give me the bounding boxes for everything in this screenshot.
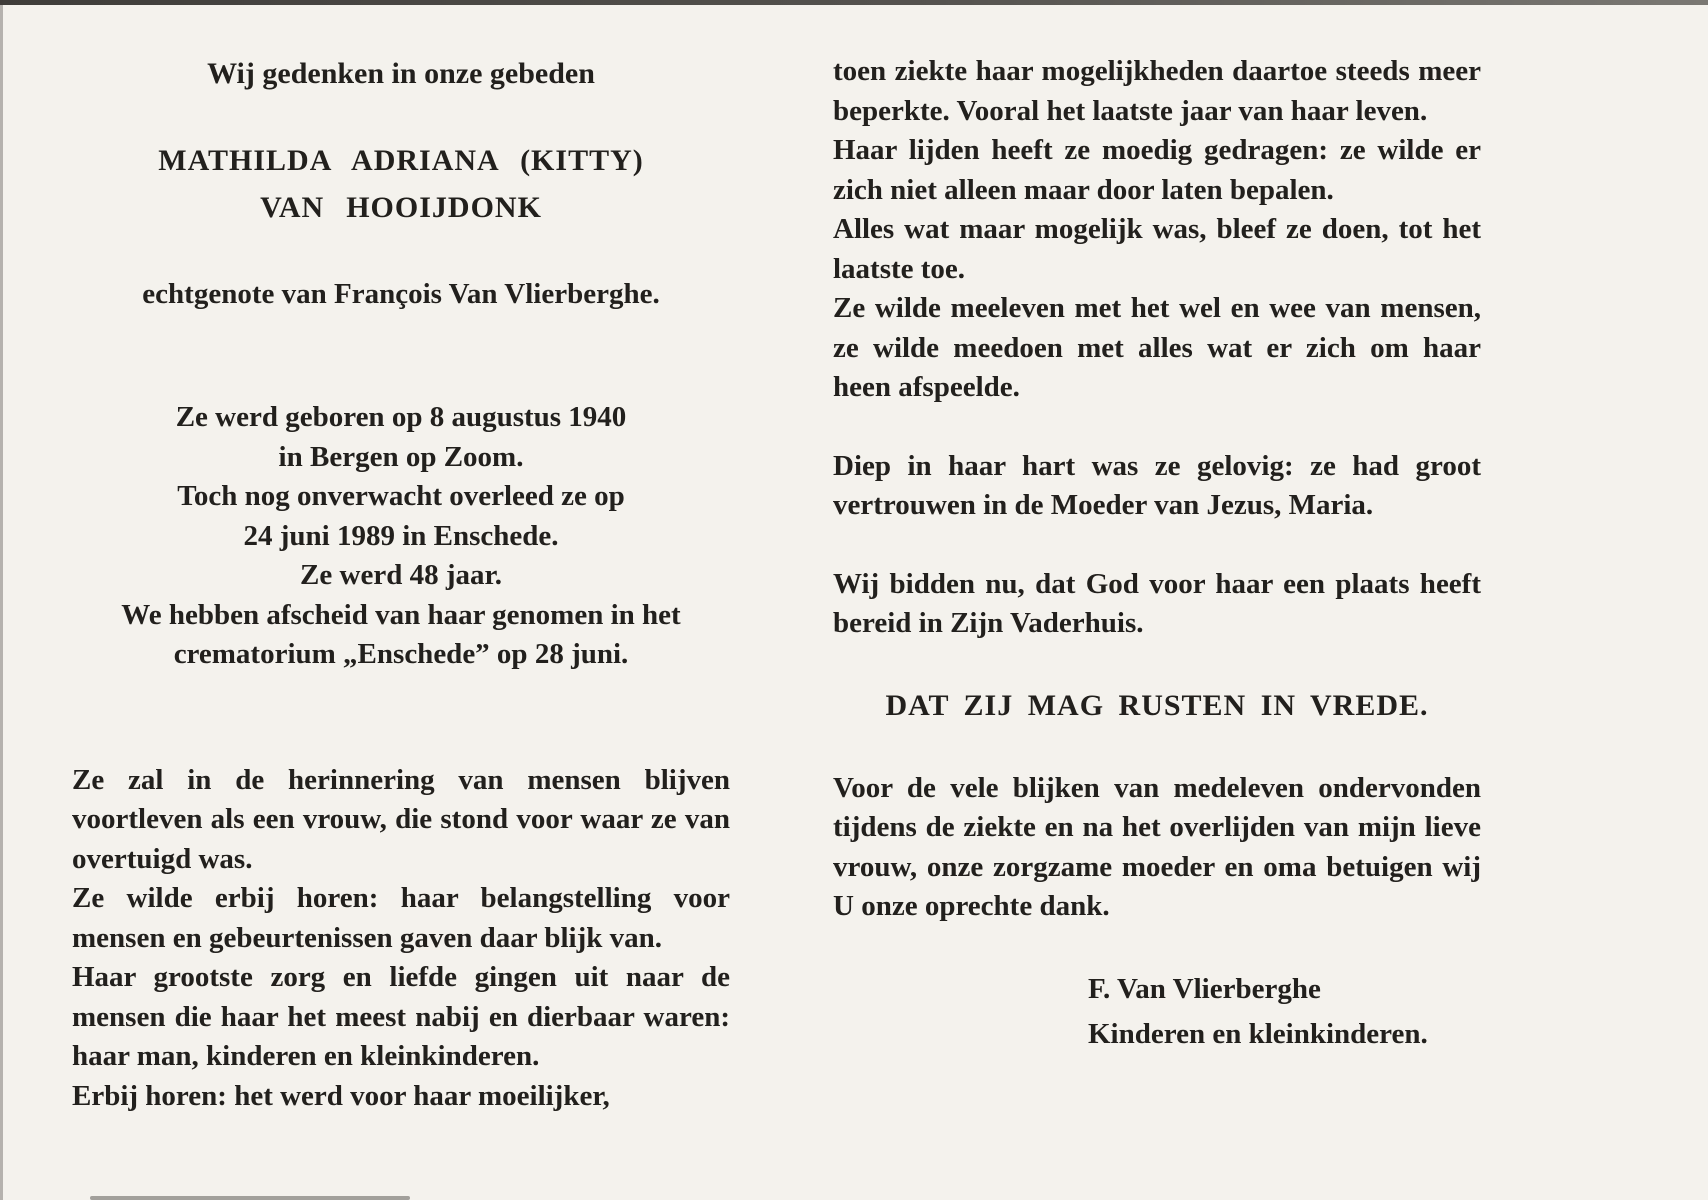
intro-line: Wij gedenken in onze gebeden: [207, 57, 595, 90]
paragraph: Haar grootste zorg en liefde gingen uit naar de mensen die haar het meest nabij en dierbaar waren: haar man, kinderen en kleinkinderen.: [72, 961, 730, 1072]
dates-line: Ze werd 48 jaar.: [300, 559, 502, 591]
spouse-line: echtgenote van François Van Vlierberghe.: [142, 278, 660, 310]
dates-line: 24 juni 1989 in Enschede.: [243, 519, 559, 552]
memorial-text-right: [833, 52, 1481, 408]
paragraph: Erbij horen: het werd voor haar moeilijker,: [72, 1079, 610, 1112]
dates-line: in Bergen op Zoom.: [278, 440, 524, 473]
dates-line: Toch nog onverwacht overleed ze op: [177, 480, 625, 512]
faith-paragraph: Diep in haar hart was ze gelovig: ze had groot vertrouwen in de Moeder van Jezus, Maria.: [833, 449, 1481, 521]
deceased-name-line2: VAN HOOIJDONK: [260, 191, 542, 224]
paragraph: Ze zal in de herinnering van mensen blijven voortleven als een vrouw, die stond voor waar ze van overtuigd was.: [72, 763, 730, 875]
dates-line: We hebben afscheid van haar genomen in het: [121, 598, 681, 631]
prayer-paragraph: Wij bidden nu, dat God voor haar een plaats heeft bereid in Zijn Vaderhuis.: [833, 567, 1481, 639]
left-column: [72, 0, 730, 1116]
dates-line: crematorium „Enschede” op 28 juni.: [173, 638, 629, 670]
deceased-name: [72, 137, 730, 231]
signature-line1: F. Van Vlierberghe: [1088, 972, 1321, 1005]
memorial-text-left: [72, 761, 730, 1117]
signature-line2: Kinderen en kleinkinderen.: [1088, 1017, 1428, 1050]
paragraph: Alles wat maar mogelijk was, bleef ze doen, tot het laatste toe.: [833, 213, 1481, 285]
dates-line: Ze werd geboren op 8 augustus 1940: [175, 401, 627, 433]
right-column: [833, 0, 1481, 1057]
paragraph: Ze wilde meeleven met het wel en wee van mensen, ze wilde meedoen met alles wat er zich om haar heen afspeelde.: [833, 292, 1481, 403]
thanks-paragraph: Voor de vele blijken van medeleven ondervonden tijdens de ziekte en na het overlijden van mijn lieve vrouw, onze zorgzame moeder en oma betuigen wij U onze oprechte dank.: [833, 771, 1481, 922]
life-dates-block: [72, 398, 730, 675]
scan-artifact-bottom-smudge: [90, 1196, 410, 1200]
deceased-name-line1: MATHILDA ADRIANA (KITTY): [158, 144, 644, 177]
rest-in-peace-heading: DAT ZIJ MAG RUSTEN IN VREDE.: [885, 688, 1429, 722]
scan-artifact-left-edge: [0, 0, 3, 1200]
paragraph: Haar lijden heeft ze moedig gedragen: ze wilde er zich niet alleen maar door laten bepalen.: [833, 134, 1481, 206]
signature-block: [1088, 967, 1481, 1057]
paragraph: Ze wilde erbij horen: haar belangstelling voor mensen en gebeurtenissen gaven daar blijk van.: [72, 882, 730, 954]
paragraph: toen ziekte haar mogelijkheden daartoe steeds meer beperkte. Vooral het laatste jaar van haar leven.: [833, 55, 1481, 127]
